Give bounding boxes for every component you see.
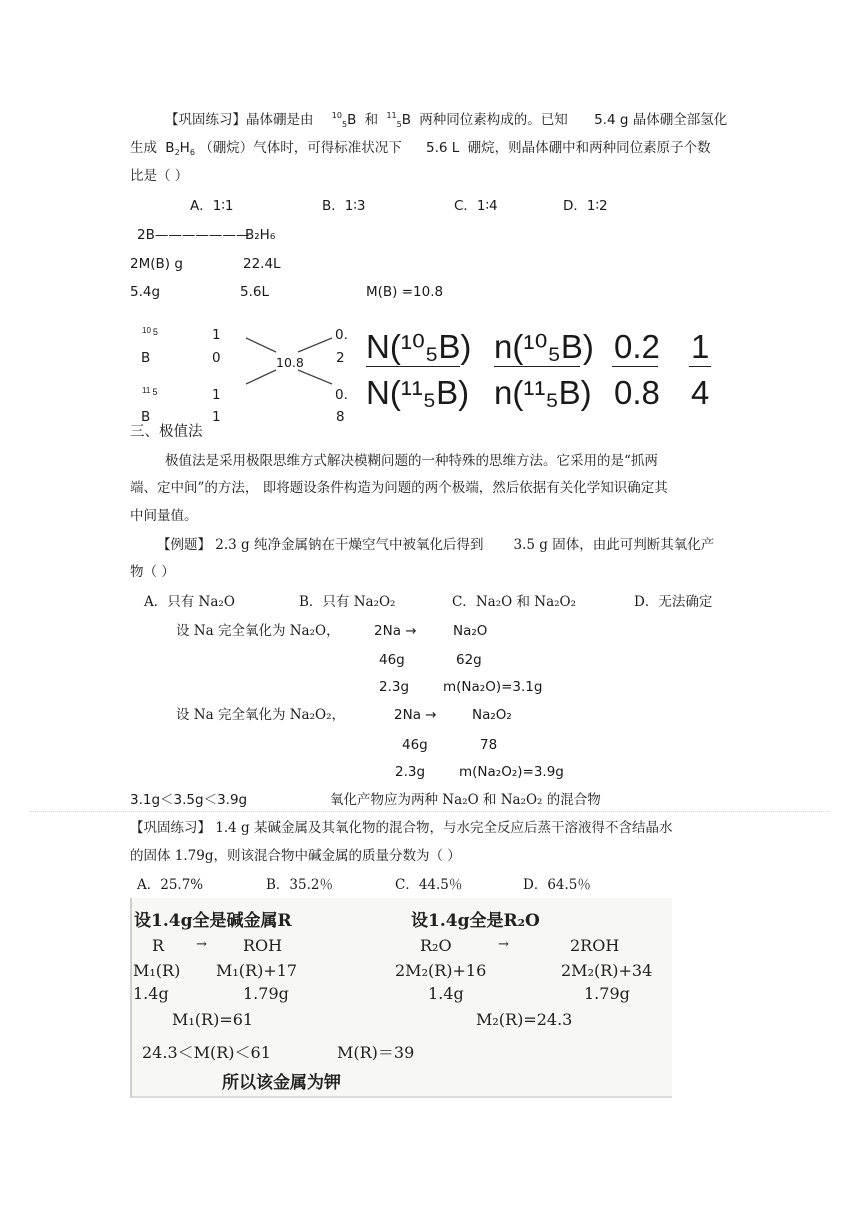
formula-b2h6: $B_2H_6$ [165, 140, 195, 157]
work-reaction-1: 2Na → [374, 623, 417, 639]
scan-m1-plus-17: M₁(R)+17 [216, 961, 298, 980]
ex1-solution-eq: 2B——————— [137, 227, 250, 243]
scan-2m2-plus-16: 2M₂(R)+16 [395, 961, 487, 980]
work-conclusion: 氧化产物应为两种 Na₂O 和 Na₂O₂ 的混合物 [330, 792, 601, 808]
ex2-option-d: D．64.5％ [523, 877, 591, 893]
scan-mass-1: 1.4g [133, 984, 169, 1003]
ex1-option-c: C．1∶4 [454, 198, 498, 214]
work-product-2: Na₂O₂ [472, 707, 512, 723]
example-option-c: C．Na₂O 和 Na₂O₂ [452, 594, 577, 610]
page-divider [30, 811, 830, 812]
cross-mass-11b: 1 [212, 409, 221, 425]
fraction-bar-2 [494, 366, 580, 367]
scan-2m2-plus-34: 2M₂(R)+34 [561, 961, 653, 980]
fraction-n-numerator: N(¹⁰₅B) [366, 328, 472, 365]
ex2-line1: 【巩固练习】 1.4 g 某碱金属及其氧化物的混合物，与水完全反应后蒸干溶液得不含结晶水 [130, 820, 673, 836]
ex2-line2: 的固体 1.79g，则该混合物中碱金属的质量分数为（ ） [130, 848, 461, 864]
fraction-n-denominator: N(¹¹₅B) [366, 374, 470, 411]
ex1-solution-given-mass: 5.4g [130, 284, 161, 300]
cross-ratio-1a: 0. [335, 327, 348, 343]
fraction-bar-3 [612, 366, 658, 367]
work-mass-na2o2: 78 [480, 737, 498, 753]
fraction-ratio-numerator: 0.2 [614, 328, 660, 365]
ex2-option-c: C．44.5％ [395, 877, 463, 893]
fraction-bar-4 [689, 366, 711, 367]
scan-r: R [152, 936, 165, 955]
scan-m1-result: M₁(R)=61 [172, 1010, 254, 1029]
scan-range: 24.3＜M(R)＜61 [142, 1043, 271, 1062]
scan-arrow-1: → [196, 937, 207, 952]
cross-b11-label: 11 5 [142, 386, 158, 397]
section-heading: 三、极值法 [130, 424, 203, 440]
scan-2roh: 2ROH [570, 936, 620, 955]
ex1-option-a: A．1∶1 [190, 198, 234, 214]
ex1-line1: 【巩固练习】晶体硼是由 $^{10}_5$B 和 $^{11}_5$B 两种同位素构成的。已知 5.4 g 晶体硼全部氢化 [165, 111, 728, 129]
ex1-option-b: B．1∶3 [322, 198, 366, 214]
scan-mr-value: M(R)＝39 [337, 1043, 415, 1062]
example-option-b: B．只有 Na₂O₂ [299, 594, 396, 610]
scan-r2o: R₂O [420, 936, 452, 955]
work-product-1: Na₂O [453, 623, 488, 639]
ex1-solution-mass: 2M(B) g [130, 256, 183, 272]
ex1-option-d: D．1∶2 [563, 198, 608, 214]
ex1-solution-volume: 22.4L [243, 256, 281, 272]
fraction-ratio-denominator: 0.8 [614, 374, 660, 411]
cross-ratio-1b: 2 [336, 350, 345, 366]
isotope-b11: $^{11}_5$B [386, 111, 411, 129]
fraction-final-numerator: 1 [691, 328, 710, 365]
scan-m2-result: M₂(R)=24.3 [476, 1010, 573, 1029]
ex1-text: 【巩固练习】晶体硼是由 [165, 112, 314, 128]
cross-ratio-2a: 0. [335, 387, 348, 403]
work-comparison: 3.1g＜3.5g＜3.9g [130, 792, 248, 808]
work-given-2: 2.3g [395, 764, 426, 780]
fraction-final-denominator: 4 [691, 374, 710, 411]
scan-assume-metal: 设1.4g全是碱金属R [134, 911, 292, 931]
work-mass-na-2: 46g [402, 737, 428, 753]
cross-mass-10b: 0 [212, 350, 221, 366]
work-assume-na2o2: 设 Na 完全氧化为 Na₂O₂， [176, 707, 345, 723]
example-option-d: D．无法确定 [634, 594, 713, 610]
work-mass-na-1: 46g [379, 652, 405, 668]
example-line1: 【例题】 2.3 g 纯净金属钠在干燥空气中被氧化后得到 3.5 g 固体，由此可判断其氧化产 [157, 537, 715, 553]
example-line2: 物（ ） [130, 564, 175, 580]
example-option-a: A．只有 Na₂O [144, 594, 235, 610]
cross-mass-10a: 1 [212, 327, 221, 343]
work-reaction-2: 2Na → [394, 707, 437, 723]
cross-b10-label: 10 5 [142, 326, 158, 337]
isotope-b10: $^{10}_5$B [331, 111, 357, 129]
scan-conclusion: 所以该金属为钾 [222, 1073, 341, 1093]
cross-ratio-2b: 8 [336, 409, 345, 425]
ex1-solution-b2h6: B₂H₆ [245, 227, 276, 243]
ex1-line2: 生成 $B_2H_6$ （硼烷）气体时，可得标准状况下 5.6 L 硼烷，则晶体硼中和两种同位素原子个数 [130, 140, 711, 157]
section-paragraph-line2: 端、定中间”的方法， 即将题设条件构造为问题的两个极端，然后依据有关化学知识确定其 [130, 480, 668, 496]
fraction-moles-numerator: n(¹⁰₅B) [494, 328, 594, 365]
ex1-line3: 比是（ ） [130, 168, 189, 184]
work-assume-na2o: 设 Na 完全氧化为 Na₂O， [176, 623, 340, 639]
cross-b10-symbol: B [141, 350, 151, 366]
fraction-moles-denominator: n(¹¹₅B) [494, 374, 592, 411]
ex1-solution-molar-mass: M(B) =10.8 [366, 284, 444, 300]
fraction-bar-1 [366, 366, 460, 367]
cross-mass-11a: 1 [212, 387, 221, 403]
work-result-2: m(Na₂O₂)=3.9g [459, 764, 564, 780]
ex2-option-a: A．25.7% [137, 877, 204, 893]
work-given-1: 2.3g [379, 679, 410, 695]
cross-center-value: 10.8 [276, 355, 304, 370]
scan-mass-4: 1.79g [584, 984, 630, 1003]
scan-mass-3: 1.4g [428, 984, 464, 1003]
work-mass-na2o: 62g [456, 652, 482, 668]
work-result-1: m(Na₂O)=3.1g [443, 679, 543, 695]
ex1-solution-given-volume: 5.6L [240, 284, 269, 300]
section-paragraph-line3: 中间量值。 [130, 508, 198, 524]
scan-roh: ROH [243, 936, 283, 955]
scan-assume-oxide: 设1.4g全是R₂O [411, 911, 540, 931]
scan-m1: M₁(R) [133, 961, 181, 980]
cross-b11-symbol: B [141, 409, 151, 425]
ex2-option-b: B．35.2％ [266, 877, 333, 893]
scan-mass-2: 1.79g [243, 984, 289, 1003]
section-paragraph-line1: 极值法是采用极限思维方式解决模糊问题的一种特殊的思维方法。它采用的是“抓两 [165, 453, 658, 469]
scan-arrow-2: → [498, 937, 509, 952]
